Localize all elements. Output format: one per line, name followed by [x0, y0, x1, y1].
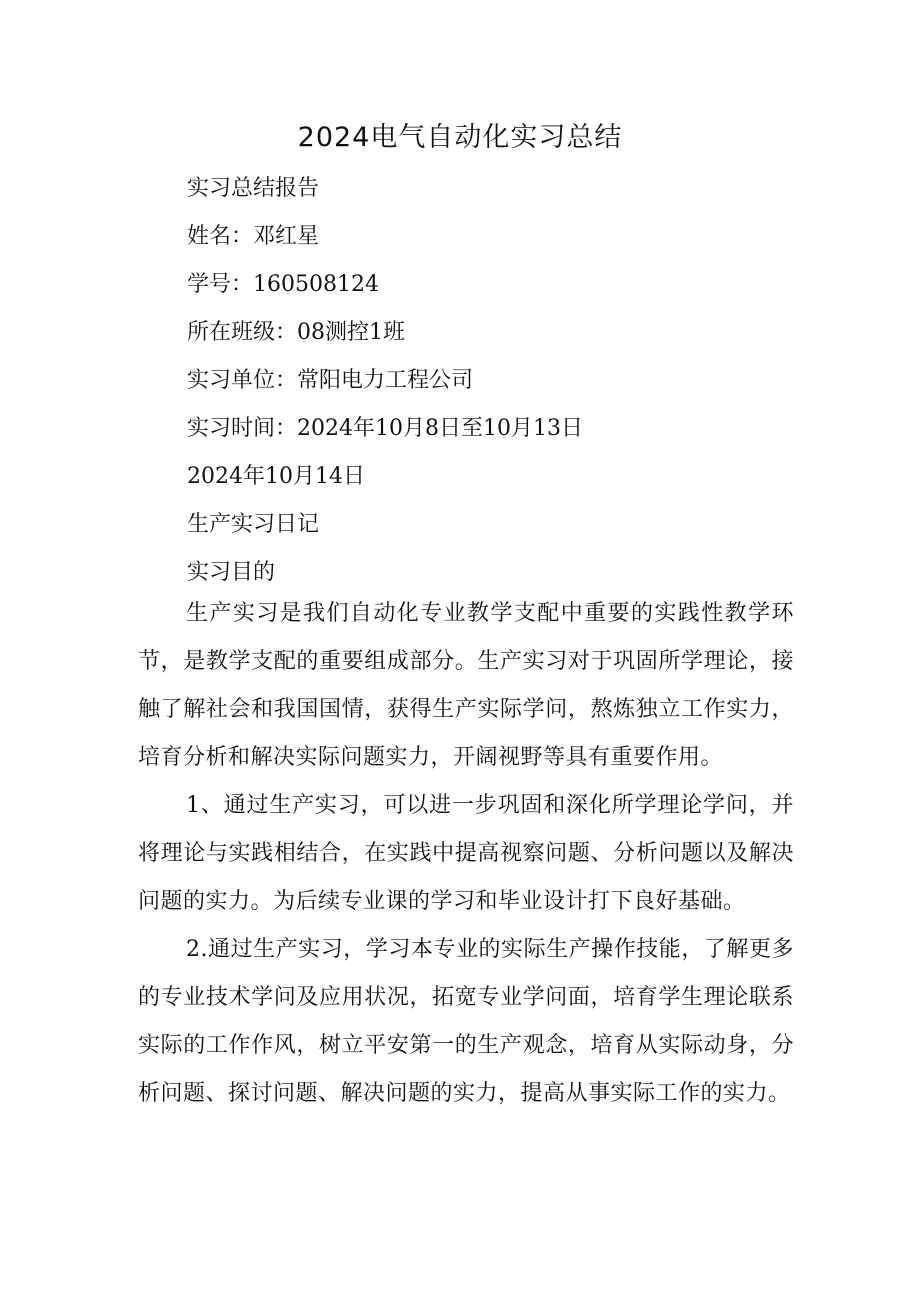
internship-period-line: 实习时间：2024年10月8日至10月13日	[187, 416, 583, 441]
report-info-block	[187, 165, 827, 597]
section-heading-diary: 生产实习日记	[187, 512, 320, 537]
paragraph-intro: 生产实习是我们自动化专业教学支配中重要的实践性教学环节，是教学支配的重要组成部分。生产实习对于巩固所学理论，接触了解社会和我国国情，获得生产实际学问，熬炼独立工作实力，培育分析和解决实际问题实力，开阔视野等具有重要作用。	[138, 601, 794, 770]
body-text	[138, 590, 794, 1118]
paragraph-point-2: 2.通过生产实习，学习本专业的实际生产操作技能，了解更多的专业技术学问及应用状况，拓宽专业学问面，培育学生理论联系实际的工作作风，树立平安第一的生产观念，培育从实际动身，分析问题、探讨问题、解决问题的实力，提高从事实际工作的实力。	[138, 937, 794, 1106]
document-title: 2024电气自动化实习总结	[297, 122, 623, 153]
student-name-line: 姓名：邓红星	[187, 224, 320, 249]
section-heading-purpose: 实习目的	[187, 560, 276, 585]
internship-company-line: 实习单位：常阳电力工程公司	[187, 368, 474, 393]
report-heading: 实习总结报告	[187, 176, 320, 201]
student-id-line: 学号：160508124	[187, 272, 379, 297]
report-date-line: 2024年10月14日	[187, 464, 365, 489]
paragraph-point-1: 1、通过生产实习，可以进一步巩固和深化所学理论学问，并将理论与实践相结合，在实践中提高视察问题、分析问题以及解决问题的实力。为后续专业课的学习和毕业设计打下良好基础。	[138, 793, 794, 914]
class-line: 所在班级：08测控1班	[187, 320, 405, 345]
